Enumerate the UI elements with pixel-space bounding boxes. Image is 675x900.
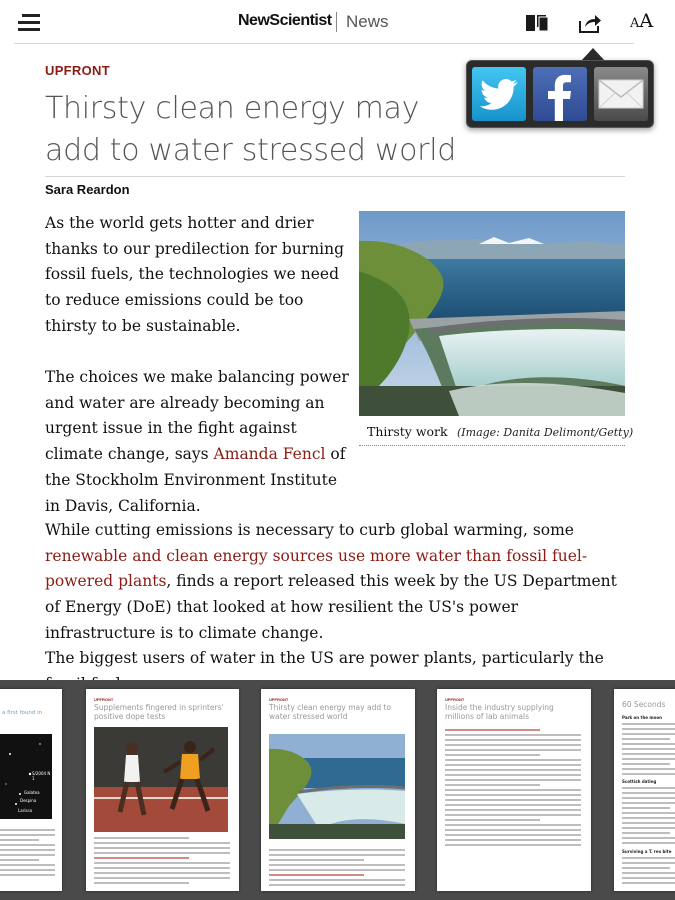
dam-thumbnail-image xyxy=(269,734,405,839)
thumbnail-body-text xyxy=(0,829,55,879)
thumbnail-body-text xyxy=(622,723,675,778)
thumbnail-subhead: Scottish dating xyxy=(622,779,657,784)
thumbnail-body-text xyxy=(94,837,230,887)
image-caption: Thirsty work xyxy=(367,424,448,439)
text-size-big-label: A xyxy=(639,10,654,32)
neptune-moons-image xyxy=(0,734,52,819)
text-size-small-label: A xyxy=(630,16,640,31)
article-image[interactable] xyxy=(359,211,625,416)
image-credit: (Image: Danita Delimont/Getty) xyxy=(457,426,634,439)
text-size-button[interactable] xyxy=(630,10,653,32)
moon-label: Galatea xyxy=(24,790,40,795)
dam-thumbnail-illustration xyxy=(269,734,405,839)
caption-divider xyxy=(359,445,625,446)
thumbnail-title: Supplements fingered in sprinters' positive dope tests xyxy=(94,703,224,721)
brand-divider xyxy=(336,12,337,32)
article-headline: Thirsty clean energy may add to water stressed world xyxy=(45,91,456,168)
page-thumbnail-5[interactable] xyxy=(614,689,675,891)
moon-label: Despina xyxy=(20,798,37,803)
renewable-energy-link[interactable]: renewable and clean energy sources use more water than fossil fuel-powered plants xyxy=(45,546,588,591)
dam-photo-illustration xyxy=(359,211,625,416)
page-thumbnail-tray xyxy=(0,680,675,900)
thumbnail-subhead: Park on the moon xyxy=(622,715,662,720)
article-byline: Sara Reardon xyxy=(45,182,130,197)
twitter-share-button[interactable] xyxy=(472,67,526,121)
moon-label: Larissa xyxy=(18,808,33,813)
paragraph-2-text: The choices we make balancing power and water are already becoming an urgent issue in the fight against climate change, says xyxy=(45,368,349,464)
paragraph-3-text-end: , finds a report released this week by the US Department of Energy (DoE) that looked at how resilient the US's power infrastructure is to climate change. xyxy=(45,572,617,642)
thumbnail-kicker: UPFRONT xyxy=(445,697,465,702)
paragraph-2-text-end: of the Stockholm Environment Institute in Davis, California. xyxy=(45,445,346,515)
sprinters-image xyxy=(94,727,228,832)
page-thumbnail-1[interactable] xyxy=(0,689,62,891)
thumbnail-title: Thirsty clean energy may add to water stressed world xyxy=(269,703,391,721)
thumbnail-kicker: UPFRONT xyxy=(269,697,289,702)
sprinters-photo-illustration xyxy=(94,727,228,832)
paragraph-4: The biggest users of water in the US are power plants, particularly the xyxy=(45,649,604,667)
header-divider xyxy=(14,43,634,44)
share-popup xyxy=(466,60,654,128)
article-kicker: UPFRONT xyxy=(45,63,110,78)
headline-divider xyxy=(45,176,625,177)
page-thumbnail-3[interactable] xyxy=(261,689,415,891)
paragraph-1: As the world gets hotter and drier thanks to our predilection for burning fossil fuels, the technologies we need to reduce emissions could be too thirsty to be sustainable. xyxy=(45,214,345,335)
envelope-icon xyxy=(594,67,648,121)
thumbnail-body-text xyxy=(622,787,675,847)
page-thumbnail-4[interactable] xyxy=(437,689,591,891)
thumbnail-subhead: Surviving a T. rex bite xyxy=(622,849,672,854)
section-title[interactable]: News xyxy=(346,12,389,31)
issues-icon[interactable] xyxy=(525,14,549,32)
amanda-fencl-link[interactable]: Amanda Fencl xyxy=(213,445,326,464)
moon-label: S/2004 N 1 xyxy=(32,771,51,781)
menu-icon[interactable] xyxy=(18,14,40,32)
share-icon[interactable] xyxy=(578,12,602,34)
top-bar xyxy=(0,0,675,44)
twitter-bird-icon xyxy=(472,67,526,121)
thumbnail-body-text xyxy=(445,729,581,849)
brand-logo[interactable]: NewScientist xyxy=(238,12,332,29)
thumbnail-title: Inside the industry supplying millions of lab animals xyxy=(445,703,554,721)
paragraph-2 xyxy=(45,365,350,519)
thumbnail-body-text xyxy=(622,857,675,887)
facebook-f-icon xyxy=(533,67,587,121)
thumbnail-title: a first found in xyxy=(2,710,43,716)
page-thumbnail-2[interactable] xyxy=(86,689,239,891)
email-share-button[interactable] xyxy=(594,67,648,121)
thumbnail-body-text xyxy=(269,849,405,889)
thumbnail-kicker: UPFRONT xyxy=(94,697,114,702)
thumbnail-title: 60 Seconds xyxy=(622,700,666,709)
paragraph-3-text: While cutting emissions is necessary to curb global warming, some xyxy=(45,521,574,539)
paragraph-3 xyxy=(45,518,630,647)
facebook-share-button[interactable] xyxy=(533,67,587,121)
